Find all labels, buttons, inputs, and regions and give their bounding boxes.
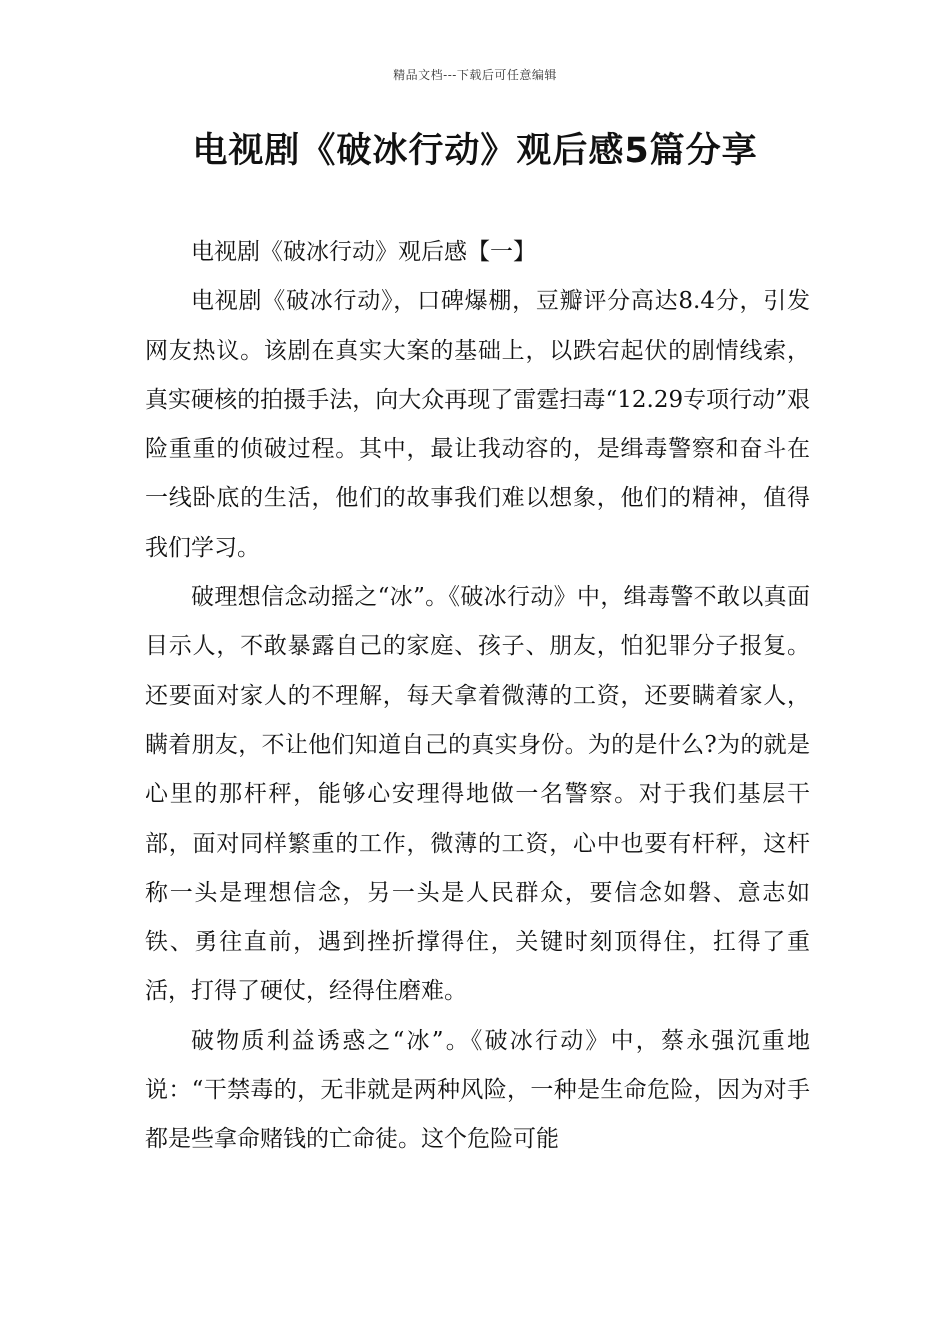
document-body — [145, 228, 810, 1165]
header-note: 精品文档---下载后可任意编辑 — [393, 68, 557, 82]
document-title: 电视剧《破冰行动》观后感5篇分享 — [192, 131, 758, 171]
section-heading: 电视剧《破冰行动》观后感【一】 — [191, 239, 536, 265]
paragraph: 破物质利益诱惑之“冰”。《破冰行动》中，蔡永强沉重地说：“干禁毒的，无非就是两种风险，一种是生命危险，因为对手都是些拿命赌钱的亡命徒。这个危险可能 — [145, 1027, 810, 1153]
paragraph: 破理想信念动摇之“冰”。《破冰行动》中，缉毒警不敢以真面目示人，不敢暴露自己的家庭、孩子、朋友，怕犯罪分子报复。还要面对家人的不理解，每天拿着微薄的工资，还要瞒着家人，瞒着朋友，不让他们知道自己的真实身份。为的是什么?为的就是心里的那杆秤，能够心安理得地做一名警察。对于我们基层干部，面对同样繁重的工作，微薄的工资，心中也要有杆秤，这杆称一头是理想信念，另一头是人民群众，要信念如磐、意志如铁、勇往直前，遇到挫折撑得住，关键时刻顶得住，扛得了重活，打得了硬仗，经得住磨难。 — [145, 584, 810, 1005]
paragraph: 电视剧《破冰行动》，口碑爆棚，豆瓣评分高达8.4分，引发网友热议。该剧在真实大案的基础上，以跌宕起伏的剧情线索，真实硬核的拍摄手法，向大众再现了雷霆扫毒“12.29专项行动”艰险重重的侦破过程。其中，最让我动容的，是缉毒警察和奋斗在一线卧底的生活，他们的故事我们难以想象，他们的精神，值得我们学习。 — [145, 288, 810, 561]
